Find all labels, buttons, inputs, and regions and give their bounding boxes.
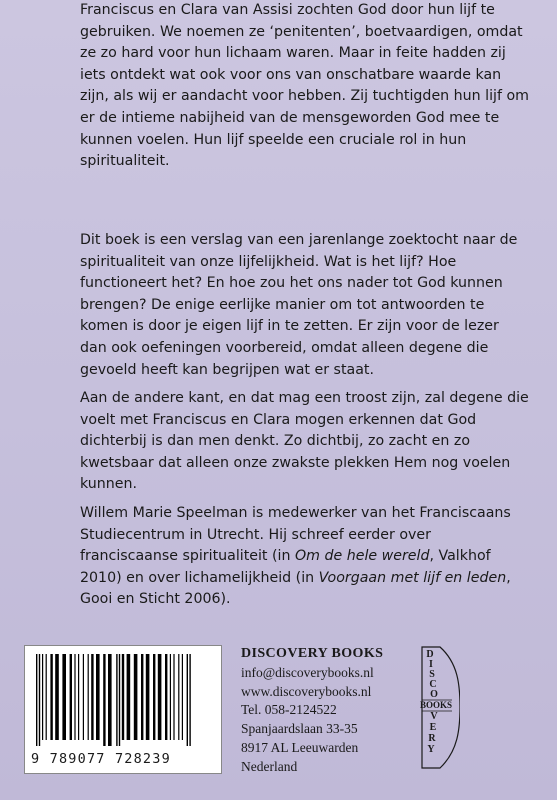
svg-text:D: D [426, 649, 434, 660]
svg-text:BOOKS: BOOKS [419, 700, 453, 710]
barcode-bar [70, 654, 72, 740]
barcode-bar [165, 654, 167, 740]
intro-paragraph: Franciscus en Clara van Assisi zochten God door hun lijf te gebruiken. We noemen ze ‘penitenten’, boetvaardigen, omdat ze zo hard voor hun lichaam waren. Maar in feite hadden zij iets ontdekt wat ook voor ons van onschatbare waarde kan zijn, als wij er aandacht voor hebben. Zij tuchtigden hun lijf om er de intieme nabijheid van de mensgeworden God mee te kunnen voelen. Hun lijf speelde een cruciale rol in hun spiritualiteit. [80, 2, 529, 170]
barcode-bar [42, 654, 43, 740]
third-paragraph: Aan de andere kant, en dat mag een troost zijn, zal degene die voelt met Franciscus en Clara mogen erkennen dat God dichterbij is dan men denkt. Zo dichtbij, zo zacht en zo kwetsbaar dat alleen onze zwakste plekken Hem nog voelen kunnen. [80, 390, 529, 493]
second-paragraph: Dit boek is een verslag van een jarenlange zoektocht naar de spiritualiteit van onze lijfelijkheid. Wat is het lijf? Hoe functioneert het? En hoe zou het ons nader tot God kunnen brengen? De enige eerlijke manier om tot antwoorden te komen is door je eigen lijf in te zetten. Er zijn voor de lezer dan ook oefeningen voorbereid, omdat alleen degene die gevoeld heeft kan begrijpen wat er staat. [80, 232, 518, 378]
author-bio [80, 503, 530, 611]
barcode-bar [108, 654, 112, 746]
author-bio-block [80, 503, 530, 611]
barcode-bar [178, 654, 179, 740]
barcode-bar [39, 654, 40, 746]
svg-text:O: O [430, 689, 438, 700]
barcode-digits: 9 789077 728239 [31, 751, 171, 767]
logo-graphic [418, 645, 460, 770]
second-paragraph-block [80, 230, 530, 381]
publisher-country: Nederland [241, 758, 298, 774]
barcode-bar [187, 654, 188, 746]
isbn-barcode [24, 645, 222, 774]
barcode-bar [173, 654, 174, 740]
publisher-info [241, 645, 383, 777]
publisher-city: 8917 AL Leeuwarden [241, 739, 359, 755]
svg-text:S: S [429, 669, 435, 680]
barcode-bar [119, 654, 120, 746]
barcode-bar [103, 654, 105, 746]
book-title-2: Voorgaan met lijf en leden [318, 569, 507, 586]
barcode-bar [78, 654, 79, 740]
bio-text-2: , Valkhof 2010) en over lichamelijkheid (in [80, 548, 491, 586]
barcode-bar [36, 654, 37, 746]
barcode-bar [182, 654, 183, 740]
barcode-bar [74, 654, 75, 740]
barcode-bar [83, 654, 84, 740]
discovery-books-logo [418, 645, 460, 770]
back-cover-text [80, 0, 530, 173]
publisher-street: Spanjaardslaan 33-35 [241, 721, 358, 737]
barcode-bar [62, 654, 66, 740]
barcode-bar [146, 654, 150, 740]
svg-text:E: E [429, 722, 437, 733]
barcode-bar [153, 654, 155, 740]
barcode-bar [91, 654, 93, 740]
barcode-bar [55, 654, 59, 740]
barcode-bars [34, 654, 212, 746]
barcode-bar [158, 654, 162, 740]
svg-text:V: V [430, 711, 438, 722]
barcode-bar [170, 654, 171, 740]
publisher-website: www.discoverybooks.nl [241, 683, 372, 699]
svg-text:C: C [429, 679, 437, 690]
barcode-bar [122, 654, 124, 740]
barcode-bar [46, 654, 47, 740]
barcode-bar [134, 654, 138, 740]
publisher-phone: Tel. 058-2124522 [241, 702, 337, 718]
barcode-bar [116, 654, 117, 746]
third-paragraph-block [80, 388, 530, 496]
svg-text:I: I [429, 659, 433, 670]
barcode-bar [189, 654, 190, 746]
book-title-1: Om de hele wereld [295, 548, 430, 565]
barcode-bar [127, 654, 131, 740]
barcode-bar [96, 654, 100, 740]
barcode-bar [88, 654, 89, 740]
bio-text-3: , Gooi en Sticht 2006). [80, 569, 511, 608]
bio-text-1: Willem Marie Speelman is medewerker van het Franciscaans Studiecentrum in Utrecht. Hij schreef eerder over franciscaanse spiritualiteit (in [80, 505, 511, 565]
svg-text:R: R [428, 733, 436, 744]
barcode-bar [141, 654, 143, 740]
barcode-bar [50, 654, 52, 740]
publisher-email: info@discoverybooks.nl [241, 664, 374, 680]
publisher-name: DISCOVERY BOOKS [241, 646, 384, 661]
svg-text:Y: Y [427, 744, 435, 755]
